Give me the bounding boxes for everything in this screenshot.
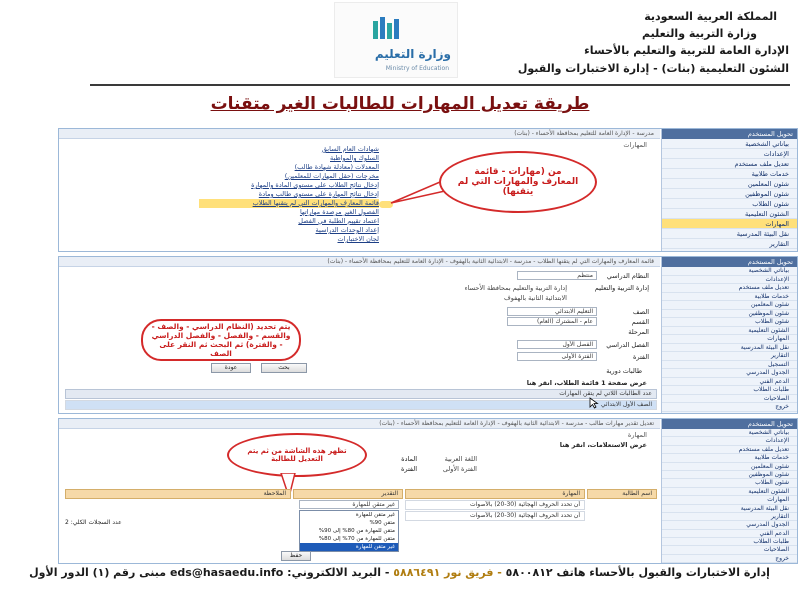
callout-step1-text: من (مهارات - قائمة المعارف والمهارات التي لم يتقنها) [457,167,579,197]
sidebar-item-logout[interactable]: خروج [662,403,797,412]
sidebar-item-student-services[interactable]: خدمات طلابية [662,293,797,302]
header-general-admin: الإدارة العامة للتربية والتعليم بالأحساء [584,44,789,57]
label-period: الفترة [632,353,649,361]
search-button[interactable]: بحث [261,363,307,373]
label-weekly: طالبات دورية [606,367,642,375]
sidebar-item-employees[interactable]: شئون الموظفين [662,471,797,479]
link-grades[interactable]: المعدلات (معادلة شهادة طالب) [294,163,379,171]
footer-contact [0,566,799,579]
sidebar-item-schedule[interactable]: الجدول المدرسي [662,521,797,529]
link-results-subject[interactable]: إدخال نتائج الطلاب على مستوى المادة والمهارة [251,181,379,189]
sidebar-head[interactable]: تحويل المستخدم [662,257,797,267]
label-term: الفصل الدراسي [606,341,649,349]
screenshot-panel-filter [58,256,798,414]
sidebar-item-edit-user[interactable]: تعديل ملف مستخدم [662,159,797,169]
select-period[interactable]: الفترة الأولى [517,352,597,361]
sidebar-item-support[interactable]: الدعم الفني [662,378,797,387]
sidebar-item-skills[interactable]: المهارات [662,335,797,344]
sidebar-item-reports[interactable]: التقارير [662,352,797,361]
logo-arabic-text: وزارة التعليم [374,47,451,61]
link-approve-evaluation[interactable]: اعتماد تقييم الطلبة في الفصل [298,217,379,225]
label-stage: المرحلة [628,328,649,336]
link-last-year-certs[interactable]: شهادات العام السابق [321,145,379,153]
sidebar-item-permissions[interactable]: الصلاحيات [662,395,797,404]
mastery-dropdown-list [299,510,399,552]
sidebar-item-employees[interactable]: شئون الموظفين [662,310,797,319]
footer-noor-team: - فريق نور ٥٨٨٦٤٩١ [393,566,502,579]
logo-english-text: Ministry of Education [385,65,449,72]
table-row[interactable]: أن تحدد الحروف الهجائية (30-20) بالأصوات [405,511,585,521]
dropdown-option[interactable]: متقن للمهارة من 70% إلى 80% [318,536,395,542]
sidebar-item-settings[interactable]: الإعدادات [662,276,797,285]
footer-part3: - البريد الالكتروني: eds@hasaedu.info مبنى رقم (١) الدور الأول [29,566,390,579]
results-grid-header: عدد الطالبات اللاتي لم يتقن المهارات [65,389,657,399]
header-divider [90,84,790,86]
label-period: الفترة [400,465,417,473]
ministry-logo [334,2,458,78]
sidebar-item-permissions[interactable]: الصلاحيات [662,546,797,554]
select-term[interactable]: الفصل الأول [517,340,597,349]
sidebar [661,129,797,251]
sidebar-item-requests[interactable]: طلبات الطلاب [662,386,797,395]
dropdown-option[interactable]: متقن للمهارة من 80% إلى 90% [318,528,395,534]
sidebar-item-skills[interactable]: المهارات [662,219,797,229]
sidebar-item-students[interactable]: شئون الطلاب [662,479,797,487]
grid-header-student: اسم الطالبة [587,489,657,499]
header-department: الشئون التعليمية (بنات) - إدارة الاختبارات والقبول [517,62,789,75]
sidebar-item-support[interactable]: الدعم الفني [662,530,797,538]
callout-step2-text: يتم تحديد (النظام الدراسي - والصف - والقسم - والفصل - والفصل الدراسي - والفترة) ثم البحث ثم النقر على الصف [151,322,291,358]
page-label: المهارات [623,141,647,149]
sidebar [661,257,797,413]
filter-label[interactable]: عرض الاستعلامات، انقر هنا [559,441,647,449]
result-title: عرض صفحة 1 قائمة الطلاب، انقر هنا [526,379,647,387]
sidebar-item-profile[interactable]: بياناتي الشخصية [662,267,797,276]
label-grade: الصف [632,308,649,316]
dropdown-option[interactable]: غير متقن للمهارة [355,512,395,518]
link-results-student[interactable]: إدخال نتائج المهارة على مستوى طالب ومادة [258,190,379,198]
sidebar-item-settings[interactable]: الإعدادات [662,149,797,159]
link-exam-committees[interactable]: لجان الاختبارات [337,235,379,243]
value-period: الفترة الأولى [442,465,477,473]
sidebar-item-edit-user[interactable]: تعديل ملف مستخدم [662,284,797,293]
label-section: القسم [631,318,649,326]
dropdown-option[interactable]: متقن 90% [369,520,395,526]
sidebar-item-skills[interactable]: المهارات [662,496,797,504]
callout-step1 [439,151,597,213]
select-system[interactable]: منتظم [517,271,597,280]
sidebar-item-teachers[interactable]: شئون المعلمين [662,179,797,189]
link-study-units[interactable]: إعداد الوحدات الدراسية [315,226,379,234]
sidebar-head[interactable]: تحويل المستخدم [662,129,797,139]
callout-step3-text: تظهر هذه الشاشة من ثم يتم التعديل للطالبة [247,447,347,463]
footer-part1: إدارة الاختبارات والقبول بالأحساء هاتف ٥٨٠٠٨١٢ [505,566,770,579]
sidebar-item-school-env[interactable]: نقل البيئة المدرسية [662,229,797,239]
save-button[interactable]: حفظ [281,551,311,561]
breadcrumb-text: تعديل تقدير مهارات طالب - مدرسة - الابتدائية الثانية بالهفوف - الإدارة العامة للتعليم بمحافظة الأحساء - (بنات) [379,420,654,427]
breadcrumb [59,257,660,267]
callout-step3 [227,433,367,477]
sidebar-item-students[interactable]: شئون الطلاب [662,318,797,327]
header-kingdom: المملكة العربية السعودية [644,10,777,23]
breadcrumb [59,129,660,139]
sidebar-item-teachers[interactable]: شئون المعلمين [662,301,797,310]
callout-step2 [141,319,301,361]
breadcrumb-text: مدرسة - الإدارة العامة للتعليم بمحافظة الأحساء - (بنات) [514,130,654,137]
label-subject: المادة [401,455,417,463]
breadcrumb-text: قائمة المعارف والمهارات التي لم يتقنها الطلاب - مدرسة - الابتدائية الثانية بالهفوف - الإدارة العامة للتعليم بمحافظة الأحساء - (بنات) [327,258,654,265]
select-stage[interactable]: التعليم الابتدائي [507,307,597,316]
back-button[interactable]: عودة [211,363,251,373]
sidebar-head[interactable]: تحويل المستخدم [662,419,797,429]
link-unmonitored-classes[interactable]: الفصول الغير مرصدة مهاراتها [299,208,379,216]
sidebar-item-reports[interactable]: التقارير [662,513,797,521]
sidebar-item-education[interactable]: الشئون التعليمية [662,327,797,336]
page-label: المهارة [627,431,647,439]
sidebar-item-profile[interactable]: بياناتي الشخصية [662,139,797,149]
dropdown-option-selected[interactable]: غير متقن للمهارة [300,543,398,551]
skills-links-list [199,145,379,244]
sidebar-item-profile[interactable]: بياناتي الشخصية [662,429,797,437]
sidebar-item-education[interactable]: الشئون التعليمية [662,209,797,219]
sidebar-item-school-env[interactable]: نقل البيئة المدرسية [662,505,797,513]
sidebar-item-student-services[interactable]: خدمات طلابية [662,454,797,462]
sidebar-item-reports[interactable]: التقارير [662,239,797,249]
screenshot-panel-edit-skill [58,418,798,564]
value-subject: اللغة العربية [444,455,477,463]
sidebar-item-settings[interactable]: الإعدادات [662,437,797,445]
link-behavior[interactable]: السلوك والمواظبة [330,154,379,162]
grid-header-mastery: التقدير [293,489,403,499]
sidebar-item-school-env[interactable]: نقل البيئة المدرسية [662,344,797,353]
page-title: طريقة تعديل المهارات للطالبات الغير متقنات [210,94,590,114]
grid-header-notes: الملاحظة [65,489,291,499]
value-school: الابتدائية الثانية بالهفوف [503,294,567,302]
label-admin: إدارة التربية والتعليم [594,284,649,292]
sidebar-item-students[interactable]: شئون الطلاب [662,199,797,209]
select-section[interactable]: عام - المشترك (العام) [507,317,597,326]
mastery-select[interactable]: غير متقن للمهارة [299,500,399,509]
sidebar-item-employees[interactable]: شئون الموظفين [662,189,797,199]
sidebar-item-schedule[interactable]: الجدول المدرسي [662,369,797,378]
sidebar-item-requests[interactable]: طلبات الطلاب [662,538,797,546]
ministry-logo-icon [371,15,401,45]
sidebar [661,419,797,563]
grid-header-skill: المهارة [405,489,585,499]
total-records: عدد السجلات الكلي: 2 [65,519,122,526]
screenshot-panel-skills-menu [58,128,798,252]
header-ministry: وزارة التربية والتعليم [642,27,757,40]
table-row[interactable]: أن تحدد الحروف الهجائية (30-20) بالأصوات [405,500,585,510]
sidebar-item-teachers[interactable]: شئون المعلمين [662,463,797,471]
label-system: النظام الدراسي [606,272,649,280]
sidebar-item-edit-user[interactable]: تعديل ملف مستخدم [662,446,797,454]
sidebar-item-student-services[interactable]: خدمات طلابية [662,169,797,179]
value-admin: إدارة التربية والتعليم بمحافظة الأحساء [464,284,567,292]
results-grid-row[interactable]: الصف الأول الابتدائي [65,400,657,410]
sidebar-item-registration[interactable]: التسجيل [662,361,797,370]
breadcrumb [59,419,660,429]
sidebar-item-logout[interactable]: خروج [662,555,797,563]
cursor-icon [589,397,599,409]
sidebar-item-education[interactable]: الشئون التعليمية [662,488,797,496]
link-outputs[interactable]: مخرجات (حقل المهارات للمعلمين) [284,172,379,180]
link-unmastered-skills[interactable]: قائمة المعارف والمهارات التي لم يتقنها الطلاب [199,199,379,208]
